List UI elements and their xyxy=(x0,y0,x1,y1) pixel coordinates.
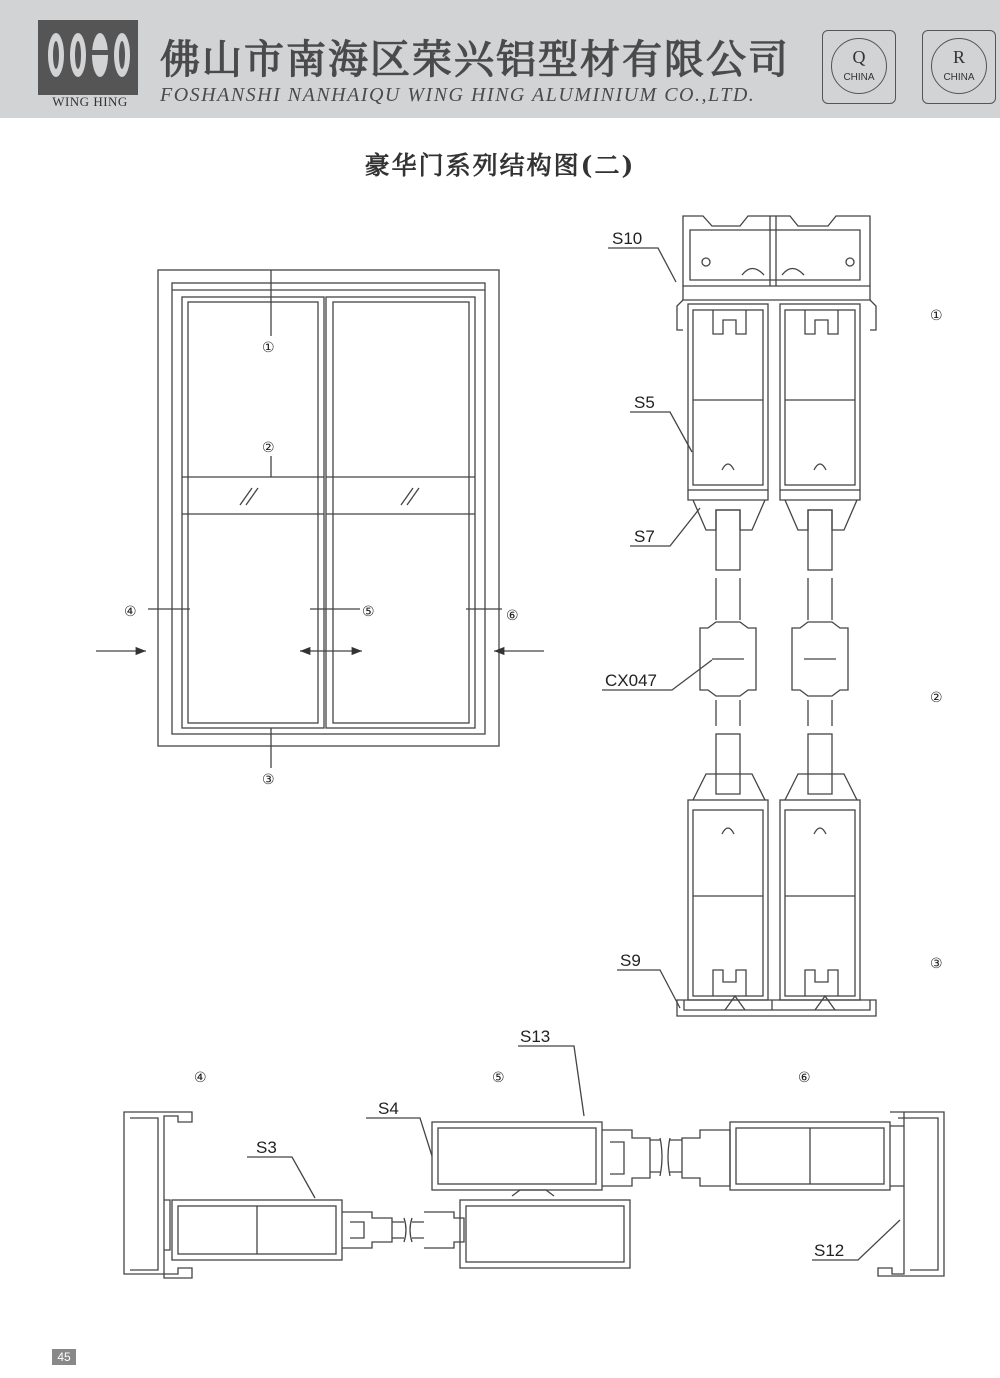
marker-4-section: ④ xyxy=(194,1070,207,1086)
marker-1-elevation: ① xyxy=(262,340,275,356)
page-number: 45 xyxy=(52,1349,76,1365)
cert-letter: R xyxy=(952,47,965,67)
label-s13: S13 xyxy=(520,1027,551,1046)
marker-3-elevation: ③ xyxy=(262,772,275,788)
marker-5-elevation: ⑤ xyxy=(362,604,375,620)
marker-3-section: ③ xyxy=(930,956,943,972)
door-elevation xyxy=(96,270,544,768)
marker-4-elevation: ④ xyxy=(124,604,137,620)
marker-6-section: ⑥ xyxy=(798,1070,811,1086)
logo-text: WING HING xyxy=(52,94,128,109)
label-s4: S4 xyxy=(378,1099,399,1118)
label-cx047: CX047 xyxy=(605,671,657,690)
cert-letter: Q xyxy=(852,47,866,67)
label-s5: S5 xyxy=(634,393,655,412)
cert-sub: CHINA xyxy=(843,72,875,83)
marker-5-section: ⑤ xyxy=(492,1070,505,1086)
company-name-en: FOSHANSHI NANHAIQU WING HING ALUMINIUM CO.,LTD. xyxy=(160,84,756,106)
company-name-cn: 佛山市南海区荣兴铝型材有限公司 xyxy=(160,36,790,83)
label-s9: S9 xyxy=(620,951,641,970)
label-s7: S7 xyxy=(634,527,655,546)
marker-6-elevation: ⑥ xyxy=(506,608,519,624)
page-title: 豪华门系列结构图(二) xyxy=(364,151,636,180)
marker-2-section: ② xyxy=(930,690,943,706)
label-s10: S10 xyxy=(612,229,643,248)
marker-1-section: ① xyxy=(930,308,943,324)
marker-2-elevation: ② xyxy=(262,440,275,456)
label-s3: S3 xyxy=(256,1138,277,1157)
vertical-section-profiles xyxy=(602,216,876,1016)
label-s12: S12 xyxy=(814,1241,845,1260)
cert-sub: CHINA xyxy=(943,72,975,83)
